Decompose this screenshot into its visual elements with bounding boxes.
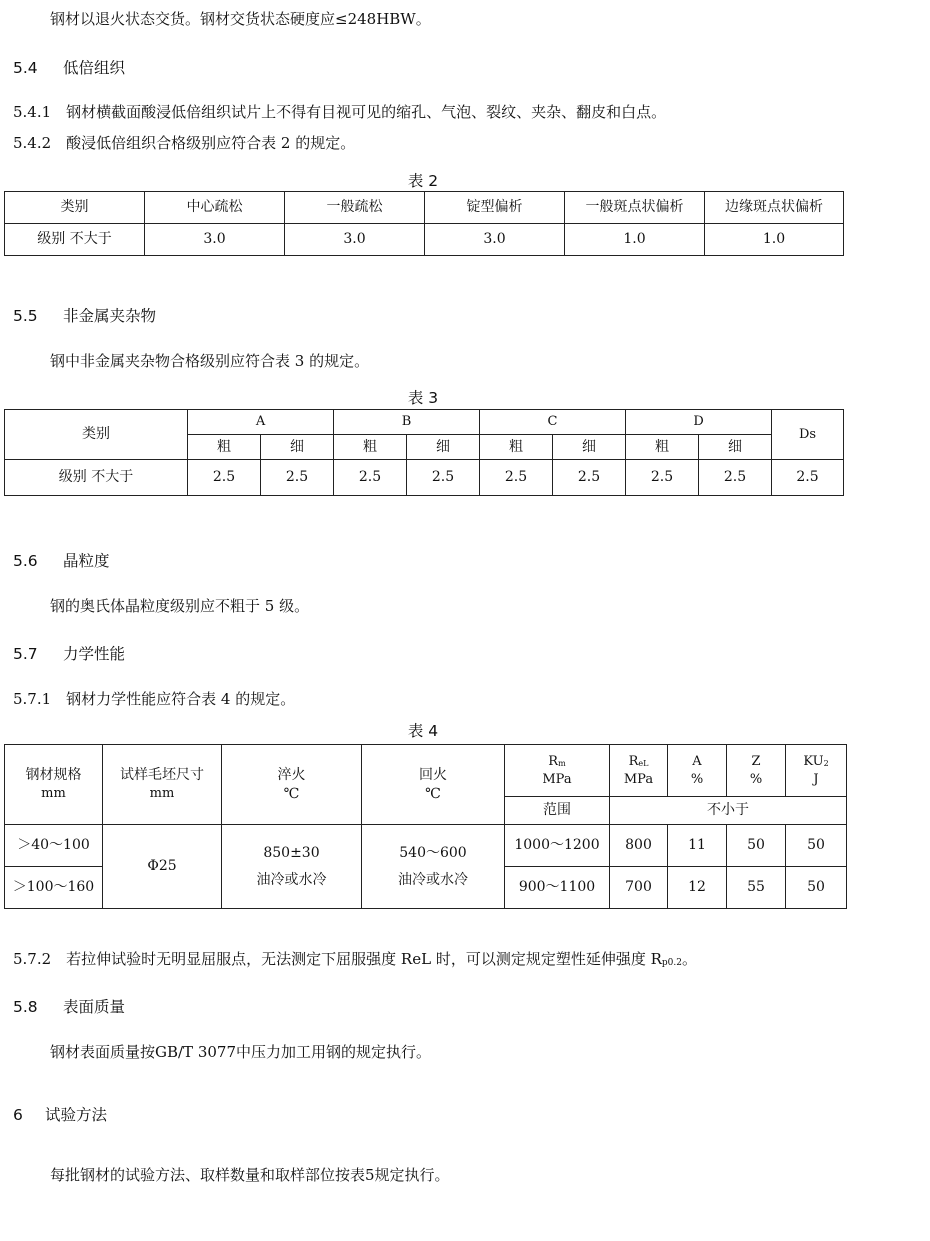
table-3-group: A: [188, 410, 334, 435]
header-label: 试样毛坯尺寸: [120, 767, 204, 784]
table-4-rel: 700: [610, 867, 668, 909]
header-unit: J: [813, 771, 819, 787]
table-4-header-a: [668, 745, 727, 797]
header-unit: ℃: [283, 785, 300, 802]
table-4-z: 50: [727, 825, 786, 867]
table-4: [4, 744, 847, 909]
table-3-row-label: 级别 不大于: [5, 460, 188, 496]
heading-number: 5.8: [13, 998, 38, 1016]
table-3-cell: 2.5: [772, 460, 844, 496]
table-3-fine: 细: [407, 435, 480, 460]
symbol: R: [548, 753, 559, 769]
table-3-caption: 表 3: [407, 389, 439, 407]
table-4-spec: ＞40～100: [5, 825, 103, 867]
subscript: 2: [823, 758, 829, 768]
header-unit: ℃: [425, 785, 441, 802]
heading-title: 非金属夹杂物: [63, 307, 157, 325]
table-4-z: 55: [727, 867, 786, 909]
table-2-header: 中心疏松: [145, 192, 285, 224]
heading-5-8: [13, 995, 125, 1017]
heading-title: 表面质量: [63, 998, 126, 1016]
table-3-cell: 2.5: [480, 460, 553, 496]
header-unit: MPa: [542, 771, 572, 787]
table-3-cell: 2.5: [553, 460, 626, 496]
header-label: 钢材规格: [25, 767, 82, 784]
table-4-header-blank: [103, 745, 222, 825]
table-4-header-rel: [610, 745, 668, 797]
subscript: p0.2: [661, 958, 682, 968]
heading-5-4: [13, 56, 125, 78]
table-3-coarse: 粗: [626, 435, 699, 460]
table-2-header: 类别: [5, 192, 145, 224]
heading-5-7: [13, 642, 125, 664]
table-2: [4, 191, 844, 256]
table-2-header: 锭型偏析: [425, 192, 565, 224]
table-3-group: C: [480, 410, 626, 435]
paragraph-end: 。: [681, 950, 697, 968]
symbol: A: [692, 753, 702, 769]
table-2-cell: 级别 不大于: [5, 224, 145, 256]
paragraph-5-5: 钢中非金属夹杂物合格级别应符合表 3 的规定。: [50, 352, 370, 370]
table-3: [4, 409, 844, 496]
table-4-caption: 表 4: [407, 722, 439, 740]
heading-title: 试验方法: [45, 1106, 108, 1124]
heading-5-5: [13, 304, 156, 326]
table-3-cell: 2.5: [699, 460, 772, 496]
table-2-cell: 1.0: [565, 224, 705, 256]
table-4-temper: [362, 825, 505, 909]
table-3-cell: 2.5: [334, 460, 407, 496]
table-2-header: 一般疏松: [285, 192, 425, 224]
header-unit: MPa: [623, 771, 654, 787]
heading-title: 低倍组织: [63, 59, 126, 77]
table-3-fine: 细: [699, 435, 772, 460]
table-3-fine: 细: [553, 435, 626, 460]
table-4-range: 范围: [505, 797, 610, 825]
table-4-header-rm: [505, 745, 610, 797]
table-3-fine: 细: [261, 435, 334, 460]
quench-cooling: 油冷或水冷: [256, 871, 327, 888]
table-4-blank-size: Φ25: [103, 825, 222, 909]
paragraph-text: 5.7.2 若拉伸试验时无明显屈服点，无法测定下屈服强度 ReL 时，可以测定规定塑性延伸强度 R: [13, 950, 662, 968]
table-4-header-z: [727, 745, 786, 797]
table-4-rm: 1000～1200: [505, 825, 610, 867]
table-3-cell: 2.5: [261, 460, 334, 496]
header-unit: mm: [149, 786, 175, 802]
paragraph-5-4-1: 5.4.1 钢材横截面酸浸低倍组织试片上不得有目视可见的缩孔、气泡、裂纹、夹杂、翻皮和白点。: [13, 103, 667, 121]
table-4-ku: 50: [786, 867, 847, 909]
symbol: KU: [803, 753, 824, 769]
table-4-rel: 800: [610, 825, 668, 867]
table-4-quench: [222, 825, 362, 909]
temper-temperature: 540～600: [399, 844, 467, 861]
paragraph-5-7-1: 5.7.1 钢材力学性能应符合表 4 的规定。: [13, 690, 296, 708]
header-label: 淬火: [277, 766, 306, 783]
table-2-cell: 1.0: [705, 224, 844, 256]
table-3-cell: 2.5: [626, 460, 699, 496]
table-3-coarse: 粗: [188, 435, 261, 460]
table-2-cell: 3.0: [285, 224, 425, 256]
heading-number: 5.6: [13, 552, 38, 570]
table-2-cell: 3.0: [145, 224, 285, 256]
symbol: R: [628, 753, 639, 769]
header-unit: mm: [41, 786, 66, 802]
header-unit: %: [749, 771, 763, 787]
temper-cooling: 油冷或水冷: [398, 871, 468, 888]
paragraph-5-6: 钢的奥氏体晶粒度级别应不粗于 5 级。: [50, 597, 310, 615]
table-2-header: 边缘斑点状偏析: [705, 192, 844, 224]
subscript: m: [558, 758, 566, 768]
table-4-header-spec: [5, 745, 103, 825]
table-3-coarse: 粗: [334, 435, 407, 460]
table-3-category: 类别: [5, 410, 188, 460]
table-4-header-ku: [786, 745, 847, 797]
table-3-coarse: 粗: [480, 435, 553, 460]
table-3-cell: 2.5: [407, 460, 480, 496]
paragraph-delivery-hardness: 钢材以退火状态交货。钢材交货状态硬度应≤248HBW。: [50, 10, 431, 28]
table-4-header-quench: [222, 745, 362, 825]
heading-title: 晶粒度: [63, 552, 110, 570]
table-4-header-temper: [362, 745, 505, 825]
heading-number: 5.4: [13, 59, 38, 77]
table-4-not-less: 不小于: [610, 797, 847, 825]
header-label: 回火: [419, 766, 447, 783]
subscript: eL: [638, 758, 649, 768]
paragraph-5-7-2: [13, 948, 697, 969]
heading-5-6: [13, 549, 110, 571]
table-2-cell: 3.0: [425, 224, 565, 256]
table-4-spec: ＞100～160: [5, 867, 103, 909]
table-2-caption: 表 2: [407, 172, 439, 190]
table-2-header: 一般斑点状偏析: [565, 192, 705, 224]
heading-number: 5.5: [13, 307, 38, 325]
table-4-ku: 50: [786, 825, 847, 867]
paragraph-6: 每批钢材的试验方法、取样数量和取样部位按表5规定执行。: [50, 1166, 450, 1184]
heading-6: [13, 1103, 107, 1125]
heading-title: 力学性能: [63, 645, 126, 663]
symbol: Z: [751, 753, 761, 769]
quench-temperature: 850±30: [263, 844, 320, 861]
paragraph-5-8: 钢材表面质量按GB/T 3077中压力加工用钢的规定执行。: [50, 1043, 432, 1061]
table-3-cell: 2.5: [188, 460, 261, 496]
table-3-ds: Ds: [772, 410, 844, 460]
paragraph-5-4-2: 5.4.2 酸浸低倍组织合格级别应符合表 2 的规定。: [13, 134, 356, 152]
heading-number: 5.7: [13, 645, 38, 663]
table-4-rm: 900～1100: [505, 867, 610, 909]
table-3-group: D: [626, 410, 772, 435]
table-4-a: 11: [668, 825, 727, 867]
header-unit: %: [690, 771, 704, 787]
table-3-group: B: [334, 410, 480, 435]
heading-number: 6: [13, 1106, 23, 1124]
table-4-a: 12: [668, 867, 727, 909]
